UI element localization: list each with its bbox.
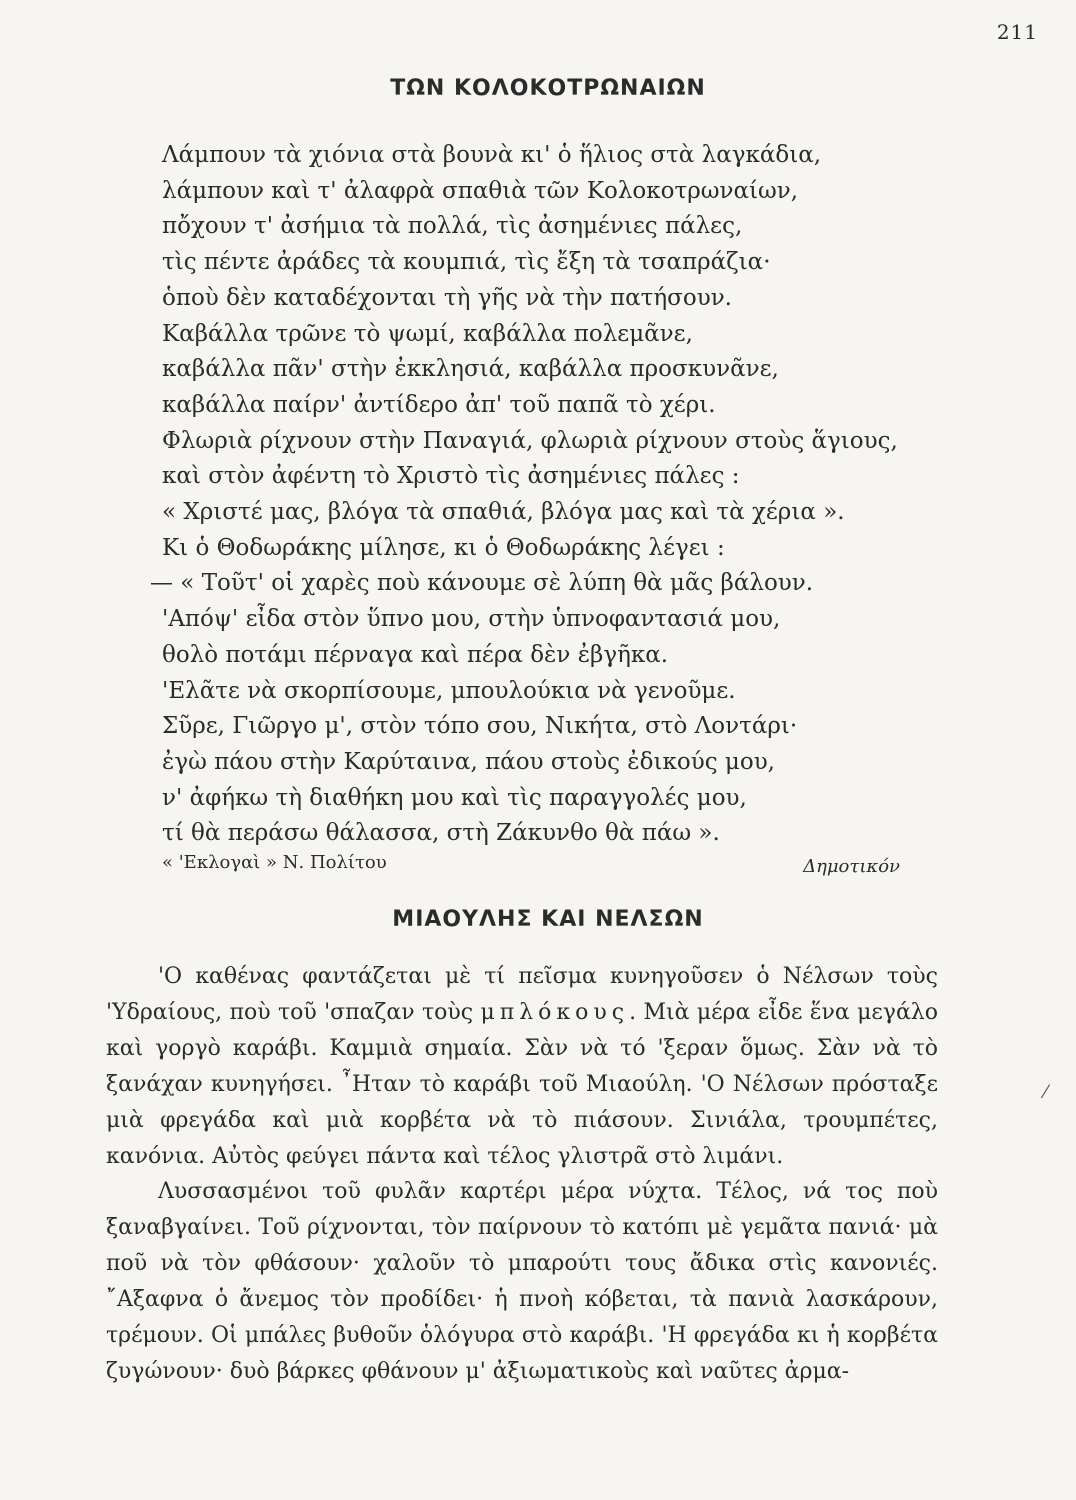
poem-title: ΤΩΝ ΚΟΛΟΚΟΤΡΩΝΑΙΩΝ xyxy=(390,76,706,101)
spaced-word: μπλόκους xyxy=(480,999,630,1025)
poem-line: « Χριστέ μας, βλόγα τὰ σπαθιά, βλόγα μας καὶ τὰ χέρια ». xyxy=(162,499,845,526)
poem-source: « 'Εκλογαὶ » Ν. Πολίτου xyxy=(162,852,387,873)
poem-line: λάμπουν καὶ τ' ἀλαφρὰ σπαθιὰ τῶν Κολοκοτρωναίων, xyxy=(162,177,799,204)
prose-text: 'Ο καθένας φαντάζεται μὲ τί πεῖσμα κυνηγοῦσεν ὁ Νέλσων τοὺς 'Υδραίους, ποὺ τοῦ 'σπαζαν τοὺς xyxy=(106,964,938,1025)
poem-line: Κι ὁ Θοδωράκης μίλησε, κι ὁ Θοδωράκης λέγει : xyxy=(162,534,725,561)
poem-line: 'Απόψ' εἶδα στὸν ὕπνο μου, στὴν ὑπνοφαντασιά μου, xyxy=(162,606,781,633)
poem xyxy=(150,138,942,852)
prose-text: . Μιὰ μέρα εἶδε ἕνα μεγάλο καὶ γοργὸ καράβι. Καμμιὰ σημαία. Σὰν νὰ τό 'ξεραν ὅμως. Σὰν νὰ τὸ ξανάχαν κυνηγήσει. ῏Ηταν τὸ καράβι τοῦ Μιαούλη. 'Ο Νέλσων πρόσταξε μιὰ φρεγάδα καὶ μιὰ κορβέτα νὰ τὸ πιάσουν. Σινιάλα, τρουμπέτες, κανόνια. Αὐτὸς φεύγει πάντα καὶ τέλος γλιστρᾶ στὸ λιμάνι. xyxy=(106,999,938,1169)
prose-title: ΜΙΑΟΥΛΗΣ ΚΑΙ ΝΕΛΣΩΝ xyxy=(392,907,704,932)
prose-body xyxy=(106,959,938,1390)
poem-line: τὶς πέντε ἀράδες τὰ κουμπιά, τὶς ἔξη τὰ τσαπράζια· xyxy=(162,249,771,276)
poem-line: Καβάλλα τρῶνε τὸ ψωμί, καβάλλα πολεμᾶνε, xyxy=(162,320,693,347)
poem-line: Φλωριὰ ρίχνουν στὴν Παναγιά, φλωριὰ ρίχνουν στοὺς ἅγιους, xyxy=(162,427,898,454)
poem-attribution: Δημοτικόν xyxy=(803,856,900,877)
poem-line: καβάλλα πᾶν' στὴν ἐκκλησιά, καβάλλα προσκυνᾶνε, xyxy=(162,356,779,383)
prose-paragraph: Λυσσασμένοι τοῦ φυλᾶν καρτέρι μέρα νύχτα. Τέλος, νά τος ποὺ ξαναβγαίνει. Τοῦ ρίχνονται, τὸν παίρνουν τὸ κατόπι μὲ γεμᾶτα πανιά· μὰ ποῦ νὰ τὸν φθάσουν· χαλοῦν τὸ μπαρούτι τους ἄδικα στὶς κανονιές. ῎Αξαφνα ὁ ἄνεμος τὸν προδίδει· ἡ πνοὴ κόβεται, τὰ πανιὰ λασκάρουν, τρέμουν. Οἱ μπάλες βυθοῦν ὁλόγυρα στὸ καράβι. 'Η φρεγάδα κι ἡ κορβέτα ζυγώνουν· δυὸ βάρκες φθάνουν μ' ἀξιωματικοὺς καὶ ναῦτες ἀρμα- xyxy=(106,1179,938,1384)
poem-line: καὶ στὸν ἀφέντη τὸ Χριστὸ τὶς ἀσημένιες πάλες : xyxy=(162,463,740,490)
poem-line: 'Ελᾶτε νὰ σκορπίσουμε, μπουλούκια νὰ γενοῦμε. xyxy=(162,677,736,704)
poem-line: — « Τοῦτ' οἱ χαρὲς ποὺ κάνουμε σὲ λύπη θὰ μᾶς βάλουν. xyxy=(150,570,814,597)
poem-line: καβάλλα παίρν' ἀντίδερο ἀπ' τοῦ παπᾶ τὸ χέρι. xyxy=(162,391,716,418)
margin-mark: ⁄ xyxy=(1044,1082,1048,1103)
poem-line: Λάμπουν τὰ χιόνια στὰ βουνὰ κι' ὁ ἥλιος στὰ λαγκάδια, xyxy=(162,142,822,168)
poem-line: ὁποὺ δὲν καταδέχονται τὴ γῆς νὰ τὴν πατήσουν. xyxy=(162,284,732,311)
poem-source-row xyxy=(162,852,942,882)
prose-paragraph xyxy=(106,959,938,1174)
page-number: 211 xyxy=(996,20,1038,44)
poem-line: θολὸ ποτάμι πέρναγα καὶ πέρα δὲν ἐβγῆκα. xyxy=(162,641,669,668)
poem-line: Σῦρε, Γιῶργο μ', στὸν τόπο σου, Νικήτα, στὸ Λοντάρι· xyxy=(162,713,798,740)
poem-line: ἐγὼ πάου στὴν Καρύταινα, πάου στοὺς ἐδικούς μου, xyxy=(162,748,775,775)
poem-line: πὄχουν τ' ἀσήμια τὰ πολλά, τὶς ἀσημένιες πάλες, xyxy=(162,213,743,240)
poem-line: τί θὰ περάσω θάλασσα, στὴ Ζάκυνθο θὰ πάω ». xyxy=(162,820,720,847)
poem-line: ν' ἀφήκω τὴ διαθήκη μου καὶ τὶς παραγγολές μου, xyxy=(162,784,747,811)
